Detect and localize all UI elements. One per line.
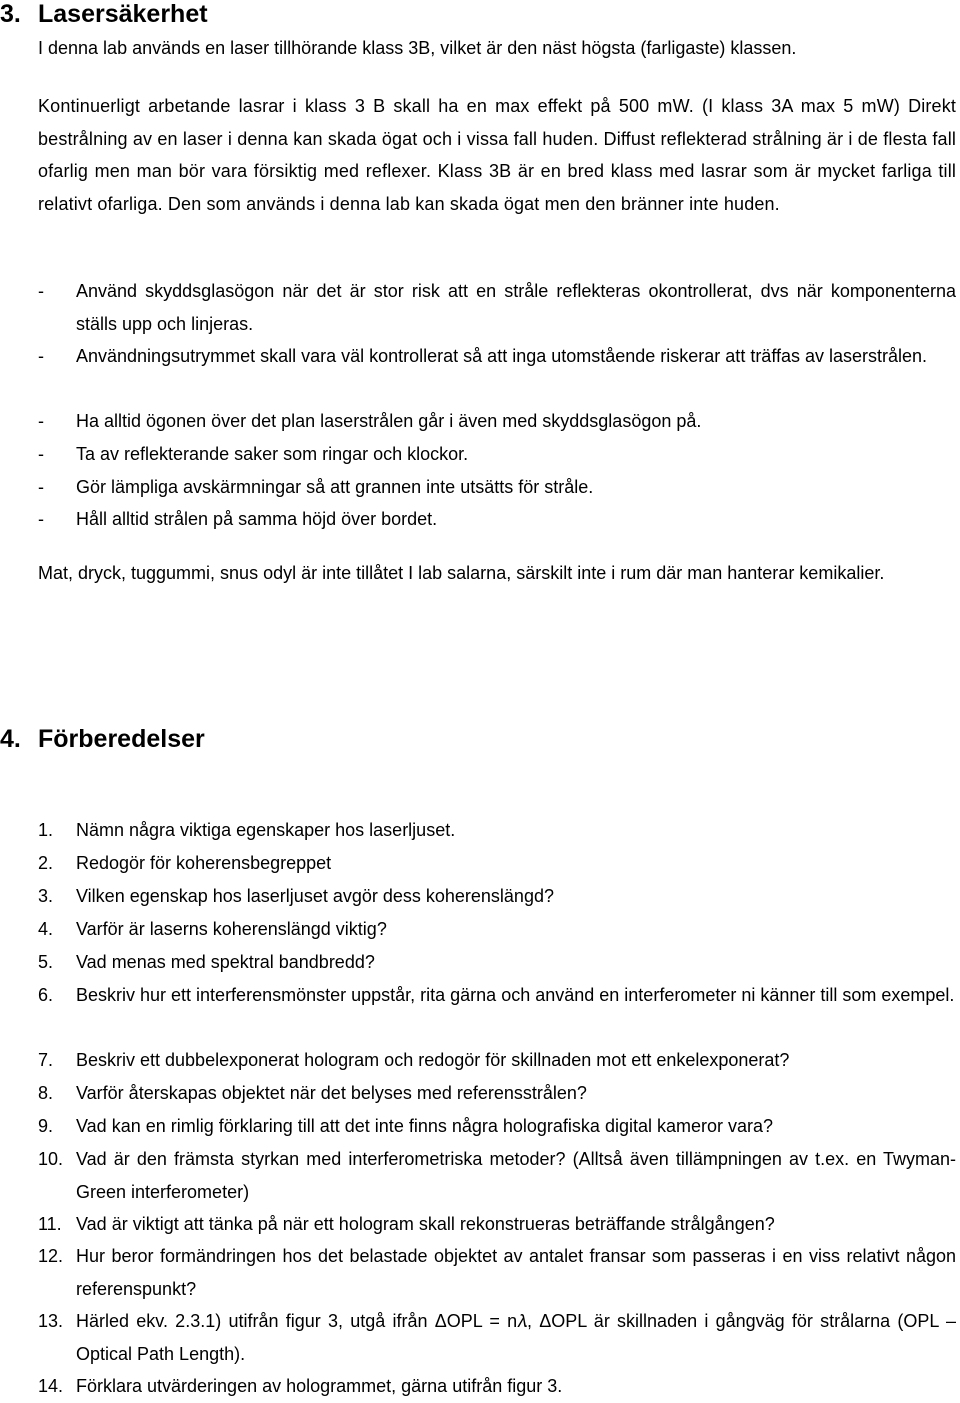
section-3-heading: [0, 0, 208, 29]
list-item-text: Håll alltid strålen på samma höjd över bordet.: [76, 509, 438, 529]
list-item-text: Vad kan en rimlig förklaring till att det inte finns några holografiska digital kameror vara?: [76, 1116, 774, 1136]
list-marker: -: [38, 281, 44, 301]
section-number: 3.: [0, 0, 21, 28]
list-marker: 9.: [38, 1116, 54, 1136]
list-item: [38, 1370, 956, 1403]
list-item: [38, 1143, 956, 1208]
list-item: [38, 405, 956, 438]
list-item: [38, 814, 956, 847]
list-item: [38, 1240, 956, 1305]
list-marker: 8.: [38, 1083, 54, 1103]
list-marker: 2.: [38, 853, 54, 873]
list-item: [38, 1208, 956, 1241]
list-item-text: Varför är laserns koherenslängd viktig?: [76, 919, 387, 939]
list-item-text: Vad är den främsta styrkan med interferometriska metoder? (Alltså även tillämpningen av t.ex. en Twyman-Green interferometer): [76, 1149, 956, 1202]
list-marker: 4.: [38, 919, 54, 939]
list-item-text: Hur beror formändringen hos det belastade objektet av antalet fransar som passeras i en viss relativt någon referenspunkt?: [76, 1246, 956, 1299]
list-item: [38, 979, 956, 1012]
section-number: 4.: [0, 725, 21, 753]
list-item-text: Ta av reflekterande saker som ringar och klockor.: [76, 444, 469, 464]
list-marker: -: [38, 444, 44, 464]
list-item-text: Ha alltid ögonen över det plan laserstrålen går i även med skyddsglasögon på.: [76, 411, 702, 431]
list-marker: 1.: [38, 820, 54, 840]
list-item: [38, 847, 956, 880]
laser-class-paragraph: Kontinuerligt arbetande lasrar i klass 3 B skall ha en max effekt på 500 mW. (I klass 3A max 5 mW) Direkt bestrålning av en laser i denna kan skada ögat och i vissa fall huden. Diffust reflekterad strålning är i de flesta fall ofarlig men man bör vara försiktig med reflexer. Klass 3B är en bred klass med lasrar som är mycket farliga till relativt ofarliga. Den som används i denna lab kan skada ögat men den bränner inte huden.: [38, 96, 956, 214]
list-item-text: Förklara utvärderingen av hologrammet, gärna utifrån figur 3.: [76, 1376, 563, 1396]
list-item: [38, 1044, 956, 1077]
list-marker: 6.: [38, 985, 54, 1005]
list-item-text: Vilken egenskap hos laserljuset avgör dess koherenslängd?: [76, 886, 554, 906]
list-marker: 13.: [38, 1311, 64, 1331]
list-item: [38, 503, 956, 536]
list-marker: 5.: [38, 952, 54, 972]
list-item-text: Vad menas med spektral bandbredd?: [76, 952, 375, 972]
list-item: [38, 438, 956, 471]
food-rules-paragraph: Mat, dryck, tuggummi, snus odyl är inte tillåtet I lab salarna, särskilt inte i rum där man hanterar kemikalier.: [38, 563, 885, 583]
list-item: [38, 946, 956, 979]
list-item-text: Använd skyddsglasögon när det är stor risk att en stråle reflekteras okontrollerat, dvs när komponenterna ställs upp och linjeras.: [76, 281, 956, 334]
list-item: [38, 1077, 956, 1110]
list-marker: 12.: [38, 1246, 64, 1266]
list-item: [38, 880, 956, 913]
list-item-text: Varför återskapas objektet när det belyses med referensstrålen?: [76, 1083, 587, 1103]
list-item-text: Härled ekv. 2.3.1) utifrån figur 3, utgå ifrån ΔOPL = n𝜆, ΔOPL är skillnaden i gångväg för strålarna (OPL – Optical Path Length).: [76, 1311, 956, 1364]
list-item-text: Nämn några viktiga egenskaper hos laserljuset.: [76, 820, 456, 840]
list-item: [38, 340, 956, 373]
section-title: Förberedelser: [38, 725, 205, 753]
section-title: Lasersäkerhet: [38, 0, 208, 28]
list-marker: -: [38, 411, 44, 431]
list-marker: 11.: [38, 1214, 62, 1234]
list-item: [38, 471, 956, 504]
list-item-text: Vad är viktigt att tänka på när ett hologram skall rekonstrueras beträffande strålgången?: [76, 1214, 775, 1234]
list-item-text: Gör lämpliga avskärmningar så att grannen inte utsätts för stråle.: [76, 477, 594, 497]
list-item: [38, 913, 956, 946]
intro-paragraph: I denna lab används en laser tillhörande klass 3B, vilket är den näst högsta (farligaste) klassen.: [38, 38, 797, 58]
list-marker: -: [38, 509, 44, 529]
list-item: [38, 1110, 956, 1143]
list-marker: -: [38, 477, 44, 497]
list-item-text: Redogör för koherensbegreppet: [76, 853, 332, 873]
list-marker: 3.: [38, 886, 54, 906]
list-item: [38, 275, 956, 340]
list-item-text: Användningsutrymmet skall vara väl kontrollerat så att inga utomstående riskerar att träffas av laserstrålen.: [76, 346, 928, 366]
list-item-text: Beskriv hur ett interferensmönster uppstår, rita gärna och använd en interferometer ni känner till som exempel.: [76, 985, 955, 1005]
list-marker: 10.: [38, 1149, 64, 1169]
section-4-heading: [0, 725, 205, 754]
list-marker: 14.: [38, 1376, 64, 1396]
list-marker: 7.: [38, 1050, 54, 1070]
list-item-text: Beskriv ett dubbelexponerat hologram och redogör för skillnaden mot ett enkelexponerat?: [76, 1050, 790, 1070]
list-marker: -: [38, 346, 44, 366]
list-item: [38, 1305, 956, 1370]
